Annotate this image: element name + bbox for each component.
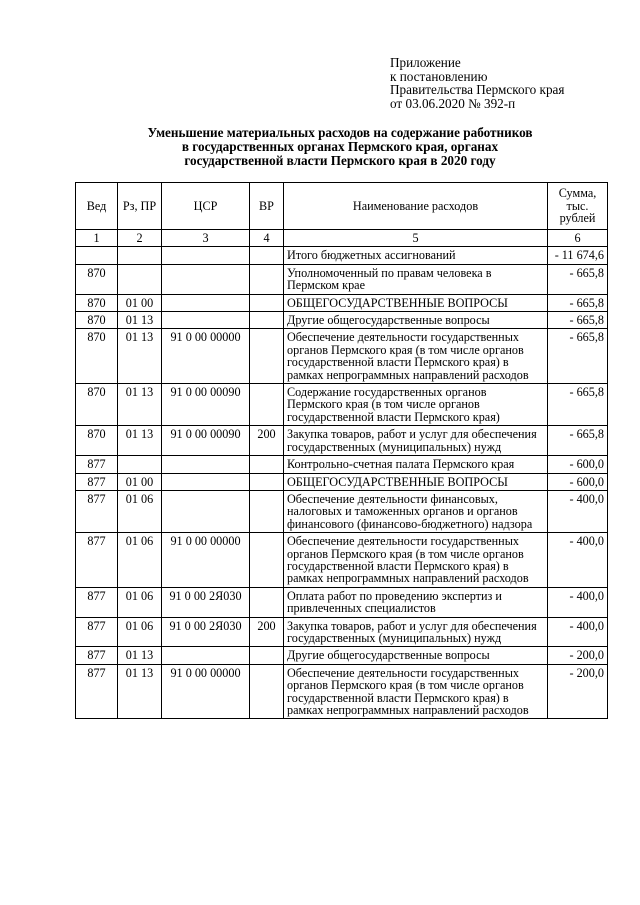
cell-vr bbox=[250, 456, 284, 473]
cell-vr bbox=[250, 647, 284, 664]
cell-ved: 877 bbox=[76, 490, 118, 532]
cell-sum: - 11 674,6 bbox=[548, 247, 608, 264]
cell-name: Обеспечение деятельности государственных органов Пермского края (в том числе органов государственной власти Пермского края) в рамках непрограммных направлений расходов bbox=[284, 664, 548, 719]
cell-sum: - 665,8 bbox=[548, 264, 608, 294]
annex-line-2: к постановлению bbox=[390, 68, 488, 84]
cell-rz-pr: 01 00 bbox=[118, 473, 162, 490]
cell-sum: - 400,0 bbox=[548, 587, 608, 617]
column-number: 4 bbox=[250, 230, 284, 247]
cell-csr: 91 0 00 00000 bbox=[162, 533, 250, 588]
cell-ved: 877 bbox=[76, 533, 118, 588]
cell-sum: - 400,0 bbox=[548, 617, 608, 647]
cell-rz-pr: 01 06 bbox=[118, 617, 162, 647]
cell-vr bbox=[250, 264, 284, 294]
title-line-2: в государственных органах Пермского края, органах bbox=[181, 139, 499, 155]
cell-name: ОБЩЕГОСУДАРСТВЕННЫЕ ВОПРОСЫ bbox=[284, 473, 548, 490]
table-row bbox=[76, 264, 608, 294]
table-row bbox=[76, 294, 608, 311]
cell-csr bbox=[162, 294, 250, 311]
cell-vr bbox=[250, 473, 284, 490]
document-title bbox=[60, 126, 620, 169]
cell-ved: 870 bbox=[76, 329, 118, 384]
cell-sum: - 665,8 bbox=[548, 426, 608, 456]
cell-csr bbox=[162, 264, 250, 294]
header-vr: ВР bbox=[250, 183, 284, 230]
column-number: 2 bbox=[118, 230, 162, 247]
header-csr: ЦСР bbox=[162, 183, 250, 230]
title-line-1: Уменьшение материальных расходов на содержание работников bbox=[147, 125, 533, 140]
cell-ved: 877 bbox=[76, 647, 118, 664]
annex-block bbox=[390, 56, 564, 110]
table-row bbox=[76, 329, 608, 384]
cell-ved: 877 bbox=[76, 456, 118, 473]
cell-name: ОБЩЕГОСУДАРСТВЕННЫЕ ВОПРОСЫ bbox=[284, 294, 548, 311]
header-name: Наименование расходов bbox=[284, 183, 548, 230]
cell-rz-pr bbox=[118, 264, 162, 294]
cell-ved: 870 bbox=[76, 312, 118, 329]
cell-rz-pr: 01 06 bbox=[118, 587, 162, 617]
table-body bbox=[76, 247, 608, 719]
column-number-row bbox=[76, 230, 608, 247]
cell-csr bbox=[162, 647, 250, 664]
table-row bbox=[76, 312, 608, 329]
cell-csr bbox=[162, 247, 250, 264]
cell-vr bbox=[250, 329, 284, 384]
cell-name: Контрольно-счетная палата Пермского края bbox=[284, 456, 548, 473]
cell-sum: - 200,0 bbox=[548, 664, 608, 719]
cell-vr bbox=[250, 384, 284, 426]
header-ved: Вед bbox=[76, 183, 118, 230]
cell-csr: 91 0 00 00000 bbox=[162, 664, 250, 719]
cell-csr bbox=[162, 456, 250, 473]
header-sum: Сумма, тыс. рублей bbox=[548, 183, 608, 230]
table-row bbox=[76, 473, 608, 490]
cell-csr bbox=[162, 473, 250, 490]
cell-ved: 870 bbox=[76, 264, 118, 294]
table-row bbox=[76, 664, 608, 719]
column-number: 1 bbox=[76, 230, 118, 247]
cell-sum: - 600,0 bbox=[548, 473, 608, 490]
cell-rz-pr: 01 13 bbox=[118, 329, 162, 384]
cell-ved: 870 bbox=[76, 294, 118, 311]
cell-vr bbox=[250, 664, 284, 719]
cell-rz-pr: 01 00 bbox=[118, 294, 162, 311]
cell-csr: 91 0 00 00090 bbox=[162, 426, 250, 456]
cell-sum: - 665,8 bbox=[548, 294, 608, 311]
cell-rz-pr: 01 13 bbox=[118, 384, 162, 426]
cell-rz-pr: 01 06 bbox=[118, 490, 162, 532]
cell-ved: 877 bbox=[76, 617, 118, 647]
cell-vr bbox=[250, 312, 284, 329]
cell-name: Уполномоченный по правам человека в Пермском крае bbox=[284, 264, 548, 294]
cell-sum: - 600,0 bbox=[548, 456, 608, 473]
cell-name: Другие общегосударственные вопросы bbox=[284, 647, 548, 664]
cell-rz-pr: 01 06 bbox=[118, 533, 162, 588]
cell-vr bbox=[250, 294, 284, 311]
table-row bbox=[76, 647, 608, 664]
cell-name: Обеспечение деятельности государственных органов Пермского края (в том числе органов государственной власти Пермского края) в рамках непрограммных направлений расходов bbox=[284, 329, 548, 384]
cell-name: Обеспечение деятельности финансовых, налоговых и таможенных органов и органов финансового (финансово-бюджетного) надзора bbox=[284, 490, 548, 532]
cell-csr bbox=[162, 490, 250, 532]
cell-name: Закупка товаров, работ и услуг для обеспечения государственных (муниципальных) нужд bbox=[284, 617, 548, 647]
cell-vr bbox=[250, 533, 284, 588]
cell-name: Обеспечение деятельности государственных органов Пермского края (в том числе органов государственной власти Пермского края) в рамках непрограммных направлений расходов bbox=[284, 533, 548, 588]
cell-ved bbox=[76, 247, 118, 264]
column-number: 3 bbox=[162, 230, 250, 247]
column-number: 6 bbox=[548, 230, 608, 247]
cell-csr: 91 0 00 00090 bbox=[162, 384, 250, 426]
cell-sum: - 665,8 bbox=[548, 384, 608, 426]
cell-rz-pr: 01 13 bbox=[118, 647, 162, 664]
cell-name: Итого бюджетных ассигнований bbox=[284, 247, 548, 264]
cell-name: Оплата работ по проведению экспертиз и привлеченных специалистов bbox=[284, 587, 548, 617]
cell-csr: 91 0 00 2Я030 bbox=[162, 617, 250, 647]
cell-ved: 877 bbox=[76, 664, 118, 719]
cell-sum: - 400,0 bbox=[548, 490, 608, 532]
cell-vr bbox=[250, 247, 284, 264]
table-row bbox=[76, 384, 608, 426]
cell-sum: - 665,8 bbox=[548, 329, 608, 384]
cell-vr: 200 bbox=[250, 617, 284, 647]
cell-rz-pr bbox=[118, 456, 162, 473]
cell-rz-pr: 01 13 bbox=[118, 312, 162, 329]
cell-sum: - 200,0 bbox=[548, 647, 608, 664]
cell-csr bbox=[162, 312, 250, 329]
cell-ved: 870 bbox=[76, 384, 118, 426]
table-row bbox=[76, 533, 608, 588]
cell-name: Другие общегосударственные вопросы bbox=[284, 312, 548, 329]
table-row bbox=[76, 456, 608, 473]
cell-sum: - 665,8 bbox=[548, 312, 608, 329]
budget-table bbox=[75, 182, 608, 719]
annex-line-3: Правительства Пермского края bbox=[390, 82, 565, 97]
table-row bbox=[76, 490, 608, 532]
column-number: 5 bbox=[284, 230, 548, 247]
cell-name: Закупка товаров, работ и услуг для обеспечения государственных (муниципальных) нужд bbox=[284, 426, 548, 456]
cell-csr: 91 0 00 00000 bbox=[162, 329, 250, 384]
annex-line-4: от 03.06.2020 № 392-п bbox=[390, 95, 516, 111]
table-row bbox=[76, 617, 608, 647]
table-row bbox=[76, 247, 608, 264]
header-rz-pr: Рз, ПР bbox=[118, 183, 162, 230]
table-row bbox=[76, 426, 608, 456]
cell-rz-pr: 01 13 bbox=[118, 664, 162, 719]
cell-rz-pr bbox=[118, 247, 162, 264]
cell-csr: 91 0 00 2Я030 bbox=[162, 587, 250, 617]
cell-vr: 200 bbox=[250, 426, 284, 456]
cell-vr bbox=[250, 587, 284, 617]
title-line-3: государственной власти Пермского края в 2020 году bbox=[184, 153, 496, 169]
cell-ved: 870 bbox=[76, 426, 118, 456]
table-row bbox=[76, 587, 608, 617]
cell-ved: 877 bbox=[76, 587, 118, 617]
cell-name: Содержание государственных органов Пермского края (в том числе органов государственной власти Пермского края) bbox=[284, 384, 548, 426]
cell-ved: 877 bbox=[76, 473, 118, 490]
annex-line-1: Приложение bbox=[390, 55, 461, 70]
cell-sum: - 400,0 bbox=[548, 533, 608, 588]
header-row bbox=[76, 183, 608, 230]
cell-rz-pr: 01 13 bbox=[118, 426, 162, 456]
cell-vr bbox=[250, 490, 284, 532]
